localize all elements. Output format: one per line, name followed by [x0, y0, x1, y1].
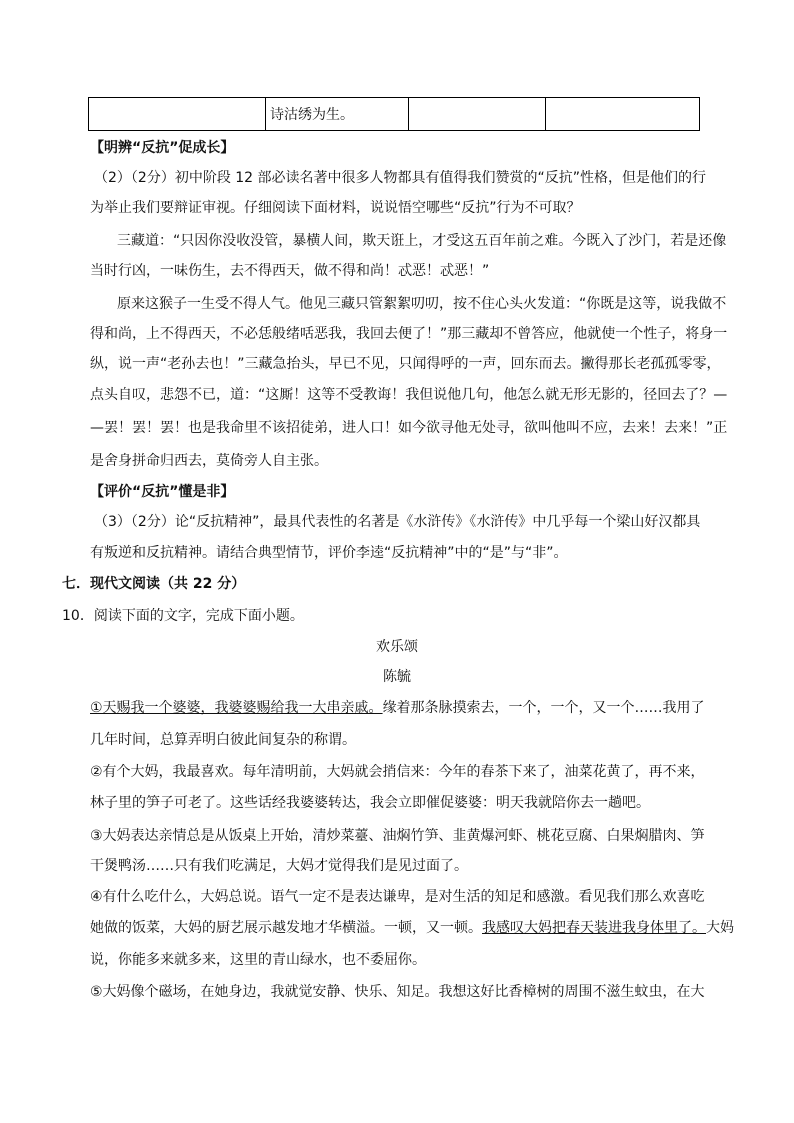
passage-2-line-3: 纵，说一声“老孙去也！”三藏急抬头，早已不见，只闻得呼的一声，回东而去。撇得那长老孤孤零零，	[90, 356, 721, 372]
paragraph-2-line-1: ②有个大妈，我最喜欢。每年清明前，大妈就会捎信来：今年的春茶下来了，油菜花黄了，再不来，	[90, 764, 705, 780]
table-cell	[409, 98, 546, 131]
question-10-prompt: 10．阅读下面的文字，完成下面小题。	[62, 608, 304, 624]
table-cell	[89, 98, 266, 131]
paragraph-1-rest: 缘着那条脉摸索去，一个，一个，又一个……我用了	[382, 700, 705, 716]
paragraph-3-line-1: ③大妈表达亲情总是从饭桌上开始，清炒菜薹、油焖竹笋、韭黄爆河虾、桃花豆腐、白果焖腊肉、笋	[90, 828, 705, 844]
underlined-sentence-1: ①天赐我一个婆婆，我婆婆赐给我一大串亲戚。	[90, 700, 383, 716]
passage-2-line-1: 原来这猴子一生受不得人气。他见三藏只管絮絮叨叨，按不住心头火发道：“你既是这等，说我做不	[117, 296, 727, 312]
table-cell	[546, 98, 700, 131]
answer-table	[88, 97, 700, 131]
passage-2-line-2: 得和尚，上不得西天，不必恁般绪咶恶我，我回去便了！”那三藏却不曾答应，他就使一个性子，将身一	[90, 326, 728, 342]
part-7-heading: 七．现代文阅读（共 22 分）	[62, 576, 246, 592]
paragraph-5-line-1: ⑤大妈像个磁场，在她身边，我就觉安静、快乐、知足。我想这好比香樟树的周围不滋生蚊虫，在大	[90, 984, 705, 1000]
question-3-line-1: （3）（2分）论“反抗精神”，最具代表性的名著是《水浒传》《水浒传》中几乎每一个梁山好汉都具	[94, 514, 701, 530]
paragraph-3-line-2: 干煲鸭汤……只有我们吃满足，大妈才觉得我们是见过面了。	[90, 858, 468, 874]
question-2-line-1: （2）（2分）初中阶段 12 部必读名著中很多人物都具有值得我们赞赏的“反抗”性格，但是他们的行	[94, 170, 707, 186]
passage-1-line-2: 当时行凶，一味伤生，去不得西天，做不得和尚！忒恶！忒恶！”	[90, 263, 490, 279]
question-2-line-2: 为举止我们要辩证审视。仔细阅读下面材料，说说悟空哪些“反抗”行为不可取？	[90, 200, 581, 216]
paragraph-2-line-2: 林子里的笋子可老了。这些话经我婆婆转达，我会立即催促婆婆：明天我就陪你去一趟吧。	[90, 795, 650, 811]
section-heading-reflect: 【明辨“反抗”促成长】	[90, 140, 235, 156]
table-row	[89, 98, 700, 131]
article-title: 欢乐颂	[376, 639, 418, 655]
passage-1-line-1: 三藏道：“只因你没收没管，暴横人间，欺天诳上，才受这五百年前之难。今既入了沙门，若是还像	[117, 233, 727, 249]
paragraph-1-line-1	[90, 698, 705, 718]
paragraph-4-line-1: ④有什么吃什么，大妈总说。语气一定不是表达谦卑，是对生活的知足和感激。看见我们那么欢喜吃	[90, 889, 705, 905]
paragraph-1-line-2: 几年时间，总算弄明白彼此间复杂的称谓。	[90, 732, 356, 748]
table-cell: 诗沽绣为生。	[266, 98, 409, 131]
passage-2-line-5: —罢！罢！罢！也是我命里不该招徒弟，进人口！如今欲寻他无处寻，欲叫他叫不应，去来！去来！”正	[90, 420, 728, 436]
passage-2-line-6: 是舍身拼命归西去，莫倚旁人自主张。	[90, 453, 328, 469]
paragraph-4-line-2	[90, 918, 734, 938]
question-3-line-2: 有叛逆和反抗精神。请结合典型情节，评价李逵“反抗精神”中的“是”与“非”。	[90, 545, 568, 561]
paragraph-4-text: 她做的饭菜，大妈的厨艺展示越发地才华横溢。一顿，又一顿。	[90, 920, 482, 936]
paragraph-4-text-end: 大妈	[706, 920, 734, 936]
underlined-sentence-2: 我感叹大妈把春天装进我身体里了。	[482, 920, 706, 936]
passage-2-line-4: 点头自叹，悲怨不已，道：“这厮！这等不受教诲！我但说他几句，他怎么就无形无影的，径回去了？—	[90, 387, 728, 403]
section-heading-evaluate: 【评价“反抗”懂是非】	[90, 484, 235, 500]
paragraph-4-line-3: 说，你能多来就多来，这里的青山绿水，也不委屈你。	[90, 952, 426, 968]
article-author: 陈毓	[383, 669, 411, 685]
